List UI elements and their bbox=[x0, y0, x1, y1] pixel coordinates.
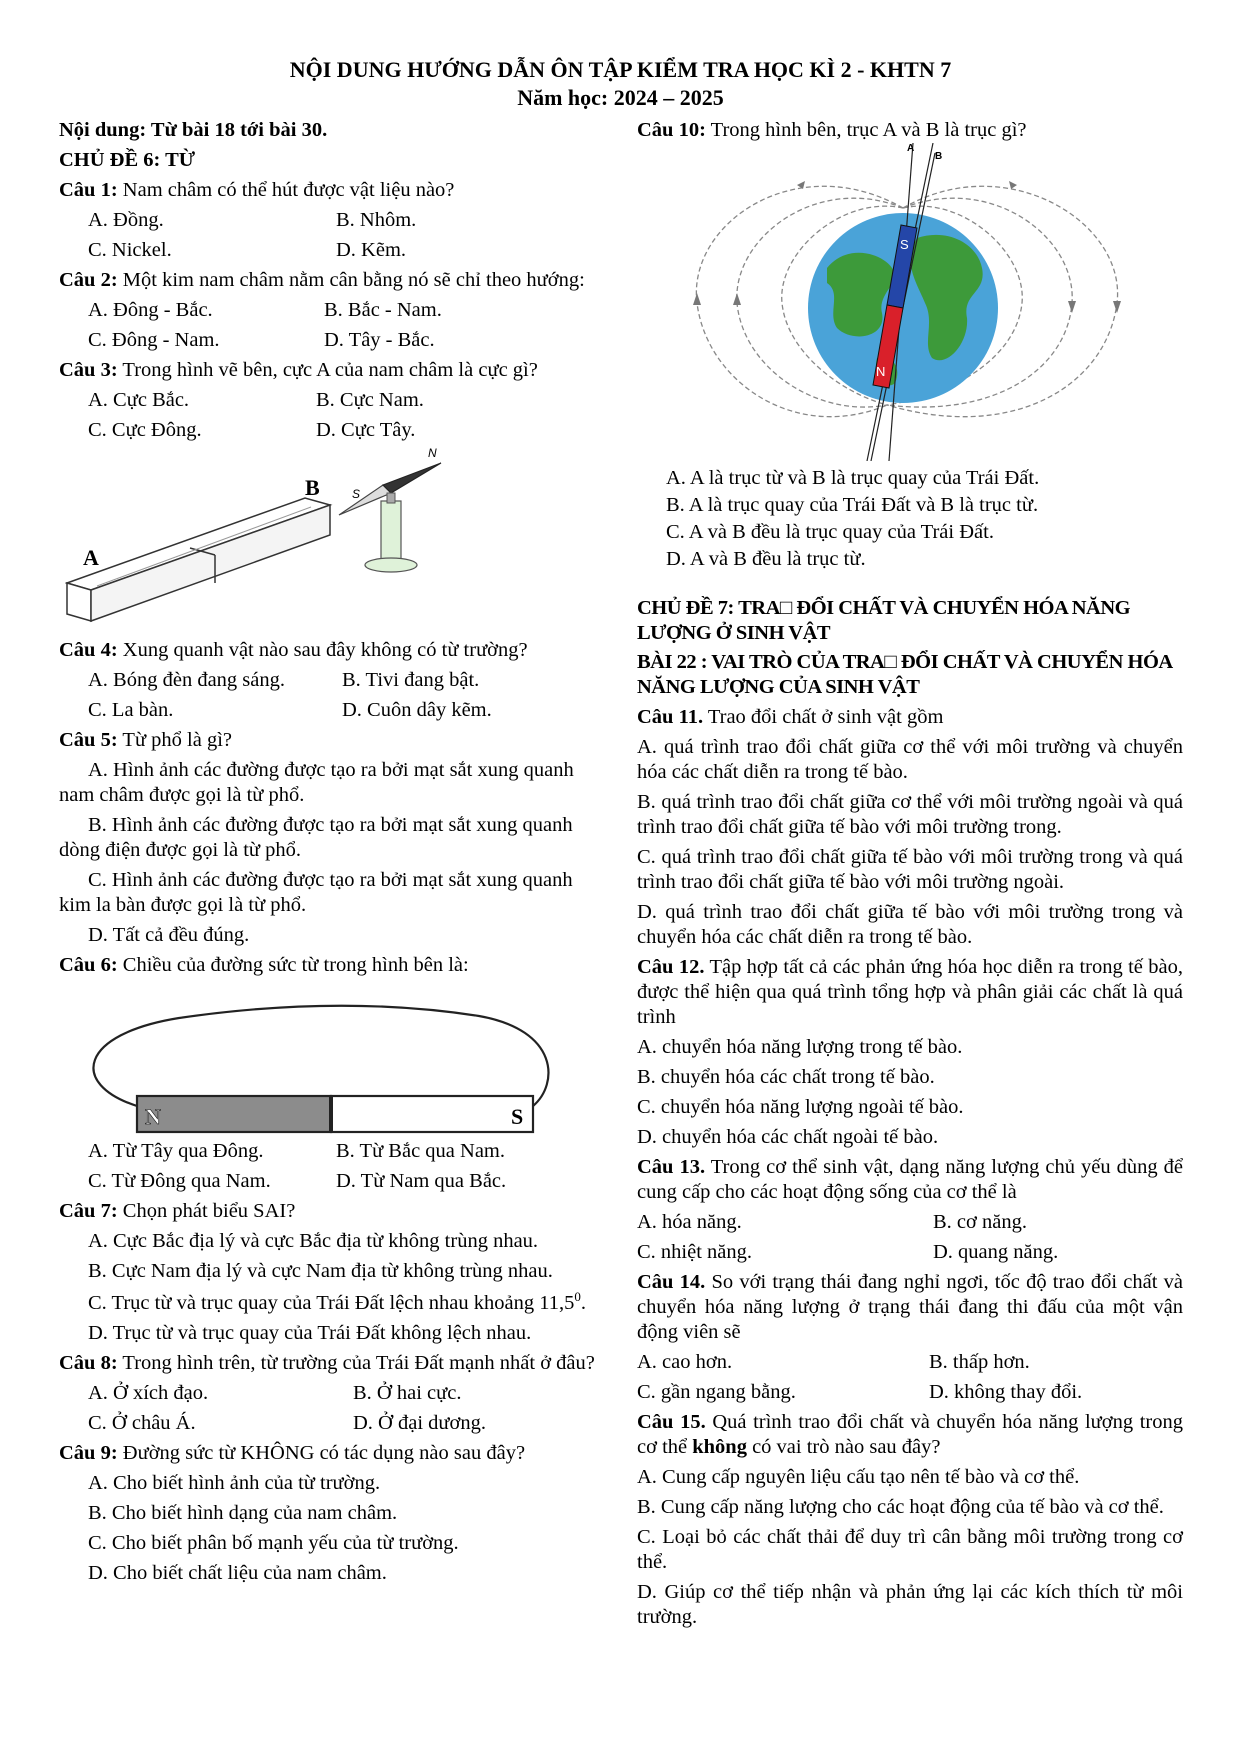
option-b[interactable]: B. cơ năng. bbox=[933, 1211, 1027, 1233]
question-3 bbox=[59, 358, 607, 633]
question-label: Câu 3: bbox=[59, 359, 118, 381]
option-c[interactable]: C. nhiệt năng. bbox=[637, 1241, 753, 1263]
option-a[interactable]: A. quá trình trao đổi chất giữa cơ thể với môi trường và chuyển hóa các chất diễn ra trong tế bào. bbox=[637, 736, 1183, 783]
needle-s-label: S bbox=[352, 487, 361, 501]
topic-7-heading: CHỦ ĐỀ 7: TRA□ ĐỔI CHẤT VÀ CHUYỂN HÓA NĂNG LƯỢNG Ở SINH VẬT bbox=[637, 597, 1131, 644]
option-c[interactable]: C. Hình ảnh các đường được tạo ra bởi mạt sắt xung quanh kim la bàn được gọi là từ phổ. bbox=[59, 869, 573, 916]
question-text: Chọn phát biểu SAI? bbox=[117, 1200, 296, 1222]
question-8 bbox=[59, 1351, 607, 1436]
topic-6-heading: CHỦ ĐỀ 6: TỪ bbox=[59, 149, 196, 171]
option-b[interactable]: B. Cực Nam địa lý và cực Nam địa từ không trùng nhau. bbox=[88, 1260, 553, 1282]
option-a[interactable]: A. Hình ảnh các đường được tạo ra bởi mạt sắt xung quanh nam châm được gọi là từ phổ. bbox=[59, 759, 574, 806]
needle-n-label: N bbox=[428, 446, 437, 460]
question-label: Câu 9: bbox=[59, 1441, 118, 1464]
question-text: Xung quanh vật nào sau đây không có từ trường? bbox=[117, 639, 528, 661]
earth-magnet-s-label: S bbox=[900, 237, 909, 252]
option-d[interactable]: D. Cực Tây. bbox=[316, 419, 416, 441]
compass-stand bbox=[381, 501, 401, 561]
option-a[interactable]: A. Bóng đèn đang sáng. bbox=[88, 669, 286, 691]
question-12 bbox=[637, 955, 1183, 1150]
option-b[interactable]: B. Ở hai cực. bbox=[353, 1381, 462, 1404]
option-d[interactable]: D. Ở đại dương. bbox=[353, 1411, 486, 1434]
question-label: Câu 11. bbox=[637, 706, 704, 728]
option-b[interactable]: B. Cung cấp năng lượng cho các hoạt động của tế bào và cơ thể. bbox=[637, 1496, 1164, 1518]
question-11 bbox=[637, 705, 1183, 950]
question-10 bbox=[637, 118, 1183, 572]
option-d[interactable]: D. Trục từ và trục quay của Trái Đất không lệch nhau. bbox=[88, 1321, 532, 1344]
question-text: Trong hình trên, từ trường của Trái Đất mạnh nhất ở đâu? bbox=[117, 1351, 595, 1374]
option-d[interactable]: D. Giúp cơ thể tiếp nhận và phản ứng lại các kích thích từ môi trường. bbox=[637, 1581, 1183, 1628]
option-d[interactable]: D. Cho biết chất liệu của nam châm. bbox=[88, 1561, 387, 1584]
option-c[interactable]: C. quá trình trao đổi chất giữa tế bào với môi trường trong và quá trình trao đổi chất giữa tế bào với môi trường ngoài. bbox=[637, 846, 1183, 893]
question-text: Chiều của đường sức từ trong hình bên là: bbox=[117, 954, 469, 976]
magnet-n-label: N bbox=[145, 1104, 161, 1129]
pole-b-label: B bbox=[305, 475, 320, 500]
option-c[interactable]: C. gần ngang bằng. bbox=[637, 1381, 796, 1403]
option-d[interactable]: D. Tây - Bắc. bbox=[324, 329, 435, 351]
question-text: Nam châm có thể hút được vật liệu nào? bbox=[117, 179, 455, 201]
compass-base bbox=[365, 558, 417, 572]
option-a[interactable]: A. Đông - Bắc. bbox=[88, 299, 213, 321]
right-column bbox=[637, 118, 1183, 1630]
earth-magnet-n-label: N bbox=[876, 364, 886, 379]
page-title: NỘI DUNG HƯỚNG DẪN ÔN TẬP KIỂM TRA HỌC KÌ 2 - KHTN 7 bbox=[289, 57, 952, 82]
option-c-text: C. Trục từ và trục quay của Trái Đất lệch nhau khoảng 11,5 bbox=[88, 1291, 575, 1314]
question-text: Trao đổi chất ở sinh vật gồm bbox=[703, 706, 944, 728]
option-c[interactable]: C. La bàn. bbox=[88, 699, 174, 721]
magnet-north-half bbox=[137, 1096, 331, 1132]
option-c[interactable]: C. Loại bỏ các chất thải để duy trì cân bằng môi trường trong cơ thể. bbox=[637, 1526, 1183, 1573]
option-d[interactable]: D. không thay đổi. bbox=[929, 1381, 1083, 1403]
option-a[interactable]: A. Cực Bắc. bbox=[88, 389, 190, 411]
option-c[interactable]: C. Cực Đông. bbox=[88, 419, 202, 441]
option-d[interactable]: D. Tất cả đều đúng. bbox=[88, 924, 250, 946]
magnet-field-line-figure bbox=[59, 984, 559, 1134]
option-b[interactable]: B. A là trục quay của Trái Đất và B là trục từ. bbox=[666, 494, 1039, 516]
option-a[interactable]: A. cao hơn. bbox=[637, 1351, 733, 1373]
option-a[interactable]: A. hóa năng. bbox=[637, 1211, 742, 1233]
option-a[interactable]: A. Cho biết hình ảnh của từ trường. bbox=[88, 1471, 381, 1494]
question-label: Câu 14. bbox=[637, 1271, 706, 1293]
question-text: Đường sức từ KHÔNG có tác dụng nào sau đây? bbox=[117, 1441, 526, 1464]
question-6 bbox=[59, 953, 607, 1194]
question-text: Tập hợp tất cả các phản ứng hóa học diễn ra trong tế bào, được thể hiện qua quá trình tổng hợp và phân giải các chất là quá trình bbox=[637, 956, 1183, 1028]
question-1 bbox=[59, 178, 607, 263]
question-text-pre: Quá trình trao đổi chất và chuyển hóa năng lượng trong cơ thể bbox=[637, 1411, 1183, 1458]
question-label: Câu 6: bbox=[59, 954, 118, 976]
content-scope: Nội dung: Từ bài 18 tới bài 30. bbox=[59, 119, 328, 141]
question-text: So với trạng thái đang nghỉ ngơi, tốc độ trao đổi chất và chuyển hóa năng lượng ở trạng thái đang thi đấu của một vận động viên sẽ bbox=[637, 1271, 1183, 1343]
axis-b-label: B bbox=[935, 151, 943, 162]
question-15 bbox=[637, 1410, 1183, 1630]
question-label: Câu 15. bbox=[637, 1411, 706, 1433]
option-b[interactable]: B. chuyển hóa các chất trong tế bào. bbox=[637, 1066, 935, 1088]
compass-needle-north bbox=[383, 463, 441, 493]
pole-a-label: A bbox=[83, 545, 99, 570]
question-text-emphasis: không bbox=[692, 1436, 747, 1458]
option-b[interactable]: B. Tivi đang bật. bbox=[342, 669, 480, 691]
question-text: Một kim nam châm nằm cân bằng nó sẽ chỉ theo hướng: bbox=[117, 269, 585, 291]
option-b[interactable]: B. Hình ảnh các đường được tạo ra bởi mạt sắt xung quanh dòng điện được gọi là từ phổ. bbox=[59, 814, 573, 861]
question-label: Câu 7: bbox=[59, 1200, 118, 1222]
magnet-south-half bbox=[331, 1096, 533, 1132]
option-c[interactable] bbox=[59, 1289, 607, 1316]
earth-magnetic-field-figure bbox=[677, 143, 1147, 461]
question-label: Câu 5: bbox=[59, 729, 118, 751]
school-year: Năm học: 2024 – 2025 bbox=[517, 85, 724, 111]
question-13 bbox=[637, 1155, 1183, 1265]
option-b[interactable]: B. Cực Nam. bbox=[316, 389, 424, 411]
question-2 bbox=[59, 268, 607, 353]
option-d[interactable]: D. Kẽm. bbox=[336, 239, 407, 261]
bar-magnet-compass-figure bbox=[65, 443, 535, 633]
option-b[interactable]: B. Từ Bắc qua Nam. bbox=[336, 1140, 506, 1162]
question-text: Trong hình bên, trục A và B là trục gì? bbox=[705, 119, 1027, 141]
question-text: Từ phổ là gì? bbox=[117, 729, 233, 751]
option-b[interactable]: B. Nhôm. bbox=[336, 209, 417, 231]
question-5 bbox=[59, 728, 607, 948]
question-7 bbox=[59, 1199, 607, 1346]
option-b[interactable]: B. thấp hơn. bbox=[929, 1351, 1030, 1373]
option-d[interactable]: D. quá trình trao đổi chất giữa tế bào với môi trường trong và chuyển hóa các chất diễn ra trong tế bào. bbox=[637, 901, 1183, 948]
option-d[interactable]: D. quang năng. bbox=[933, 1241, 1059, 1263]
question-label: Câu 2: bbox=[59, 269, 118, 291]
option-c[interactable]: C. Từ Đông qua Nam. bbox=[88, 1170, 271, 1192]
question-label: Câu 8: bbox=[59, 1351, 118, 1374]
option-c[interactable]: C. chuyển hóa năng lượng ngoài tế bào. bbox=[637, 1096, 964, 1118]
option-d[interactable]: D. chuyển hóa các chất ngoài tế bào. bbox=[637, 1126, 939, 1148]
option-a[interactable]: A. Cực Bắc địa lý và cực Bắc địa từ không trùng nhau. bbox=[88, 1230, 539, 1252]
option-b[interactable]: B. quá trình trao đổi chất giữa cơ thể với môi trường ngoài và quá trình trao đổi chất giữa tế bào với môi trường trong. bbox=[637, 791, 1183, 838]
option-d[interactable]: D. A và B đều là trục từ. bbox=[666, 548, 866, 570]
option-d[interactable]: D. Cuôn dây kẽm. bbox=[342, 699, 492, 721]
question-4 bbox=[59, 638, 607, 723]
left-column bbox=[59, 118, 607, 1586]
question-text: Trong cơ thể sinh vật, dạng năng lượng chủ yếu dùng để cung cấp cho các hoạt động sống của cơ thể là bbox=[637, 1156, 1183, 1203]
option-c[interactable]: C. Ở châu Á. bbox=[88, 1411, 196, 1434]
question-label: Câu 4: bbox=[59, 639, 118, 661]
option-d[interactable]: D. Từ Nam qua Bắc. bbox=[336, 1170, 507, 1192]
lesson-22-heading: BÀI 22 : VAI TRÒ CỦA TRA□ ĐỔI CHẤT VÀ CHUYỂN HÓA NĂNG LƯỢNG CỦA SINH VẬT bbox=[637, 651, 1172, 698]
question-label: Câu 1: bbox=[59, 179, 118, 201]
axis-a-label: A bbox=[907, 143, 915, 154]
option-c[interactable]: C. Cho biết phân bố mạnh yếu của từ trường. bbox=[88, 1531, 459, 1554]
page-header bbox=[0, 56, 1241, 112]
option-a[interactable]: A. Ở xích đạo. bbox=[88, 1381, 209, 1404]
option-c[interactable]: C. Nickel. bbox=[88, 239, 172, 261]
question-text-post: có vai trò nào sau đây? bbox=[746, 1436, 941, 1458]
magnet-s-label: S bbox=[511, 1104, 524, 1129]
question-9 bbox=[59, 1441, 607, 1586]
option-a[interactable]: A. Đồng. bbox=[88, 209, 164, 231]
question-14 bbox=[637, 1270, 1183, 1405]
option-a[interactable]: A. Từ Tây qua Đông. bbox=[88, 1140, 264, 1162]
degree-sup: 0 bbox=[574, 1289, 581, 1304]
option-b[interactable]: B. Bắc - Nam. bbox=[324, 299, 442, 321]
question-label: Câu 10: bbox=[637, 119, 706, 141]
question-text: Trong hình vẽ bên, cực A của nam châm là cực gì? bbox=[117, 359, 538, 381]
option-c[interactable]: C. Đông - Nam. bbox=[88, 329, 220, 351]
question-label: Câu 12. bbox=[637, 956, 705, 978]
option-a[interactable]: A. Cung cấp nguyên liệu cấu tạo nên tế bào và cơ thể. bbox=[637, 1466, 1080, 1488]
option-c[interactable]: C. A và B đều là trục quay của Trái Đất. bbox=[666, 521, 994, 543]
option-a[interactable]: A. A là trục từ và B là trục quay của Trái Đất. bbox=[666, 467, 1040, 489]
option-a[interactable]: A. chuyển hóa năng lượng trong tế bào. bbox=[637, 1036, 963, 1058]
option-b[interactable]: B. Cho biết hình dạng của nam châm. bbox=[88, 1501, 398, 1524]
option-c-end: . bbox=[580, 1291, 586, 1314]
question-label: Câu 13. bbox=[637, 1156, 706, 1178]
